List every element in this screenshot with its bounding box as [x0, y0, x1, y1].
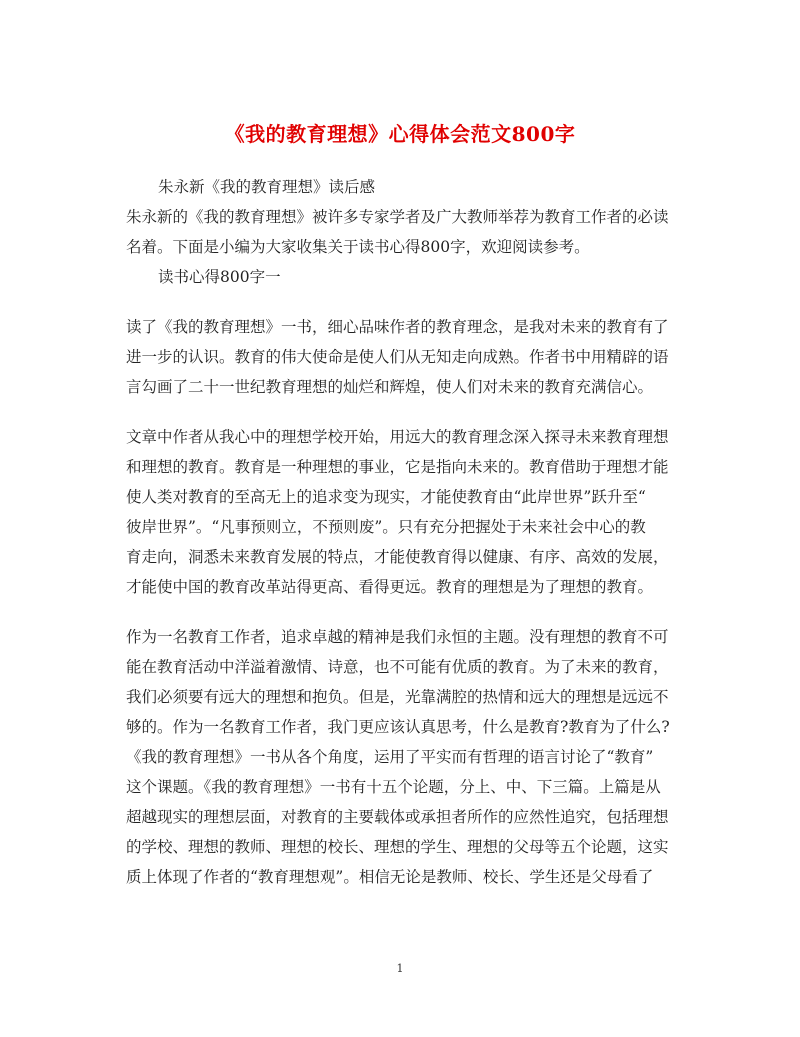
subtitle-line: 朱永新《我的教育理想》读后感 — [158, 178, 376, 196]
text-line: 够的。作为一名教育工作者，我门更应该认真思考，什么是教育?教育为了什么? — [126, 718, 670, 736]
text-line: 作为一名教育工作者，追求卓越的精神是我们永恒的主题。没有理想的教育不可 — [126, 628, 669, 646]
text-line: 读了《我的教育理想》一书，细心品味作者的教育理念，是我对未来的教育有了 — [126, 318, 669, 336]
text-line: 这个课题。《我的教育理想》一书有十五个论题，分上、中、下三篇。上篇是从 — [126, 778, 661, 796]
text-line: 彼岸世界”。“凡事预则立，不预则废”。只有充分把握处于未来社会中心的教 — [126, 518, 646, 536]
text-line: 文章中作者从我心中的理想学校开始，用远大的教育理念深入探寻未来教育理想 — [126, 428, 669, 446]
text-line: 的学校、理想的教师、理想的校长、理想的学生、理想的父母等五个论题，这实 — [126, 838, 669, 856]
document-title: 《我的教育理想》心得体会范文800字 — [224, 122, 576, 146]
text-line: 朱永新的《我的教育理想》被许多专家学者及广大教师举荐为教育工作者的必读 — [126, 208, 669, 226]
text-line: 质上体现了作者的“教育理想观”。相信无论是教师、校长、学生还是父母看了 — [126, 868, 654, 886]
text-line: 才能使中国的教育改革站得更高、看得更远。教育的理想是为了理想的教育。 — [126, 578, 654, 596]
text-line: 我们必须要有远大的理想和抱负。但是，光靠满腔的热情和远大的理想是远远不 — [126, 688, 669, 706]
text-line: 育走向，洞悉未来教育发展的特点，才能使教育得以健康、有序、高效的发展， — [126, 548, 669, 566]
text-line: 使人类对教育的至高无上的追求变为现实，才能使教育由“此岸世界”跃升至“ — [126, 488, 646, 506]
text-line: 超越现实的理想层面，对教育的主要载体或承担者所作的应然性追究，包括理想 — [126, 808, 669, 826]
text-line: 《我的教育理想》一书从各个角度，运用了平实而有哲理的语言讨论了“教育” — [126, 748, 654, 766]
text-line: 名着。下面是小编为大家收集关于读书心得800字，欢迎阅读参考。 — [126, 238, 590, 256]
section-heading: 读书心得800字一 — [158, 268, 281, 286]
text-line: 能在教育活动中洋溢着激情、诗意，也不可能有优质的教育。为了未来的教育， — [126, 658, 669, 676]
text-line: 和理想的教育。教育是一种理想的事业，它是指向未来的。教育借助于理想才能 — [126, 458, 669, 476]
text-line: 言勾画了二十一世纪教育理想的灿烂和辉煌，使人们对未来的教育充满信心。 — [126, 378, 654, 396]
page-number: 1 — [396, 962, 404, 975]
text-line: 进一步的认识。教育的伟大使命是使人们从无知走向成熟。作者书中用精辟的语 — [126, 348, 669, 366]
